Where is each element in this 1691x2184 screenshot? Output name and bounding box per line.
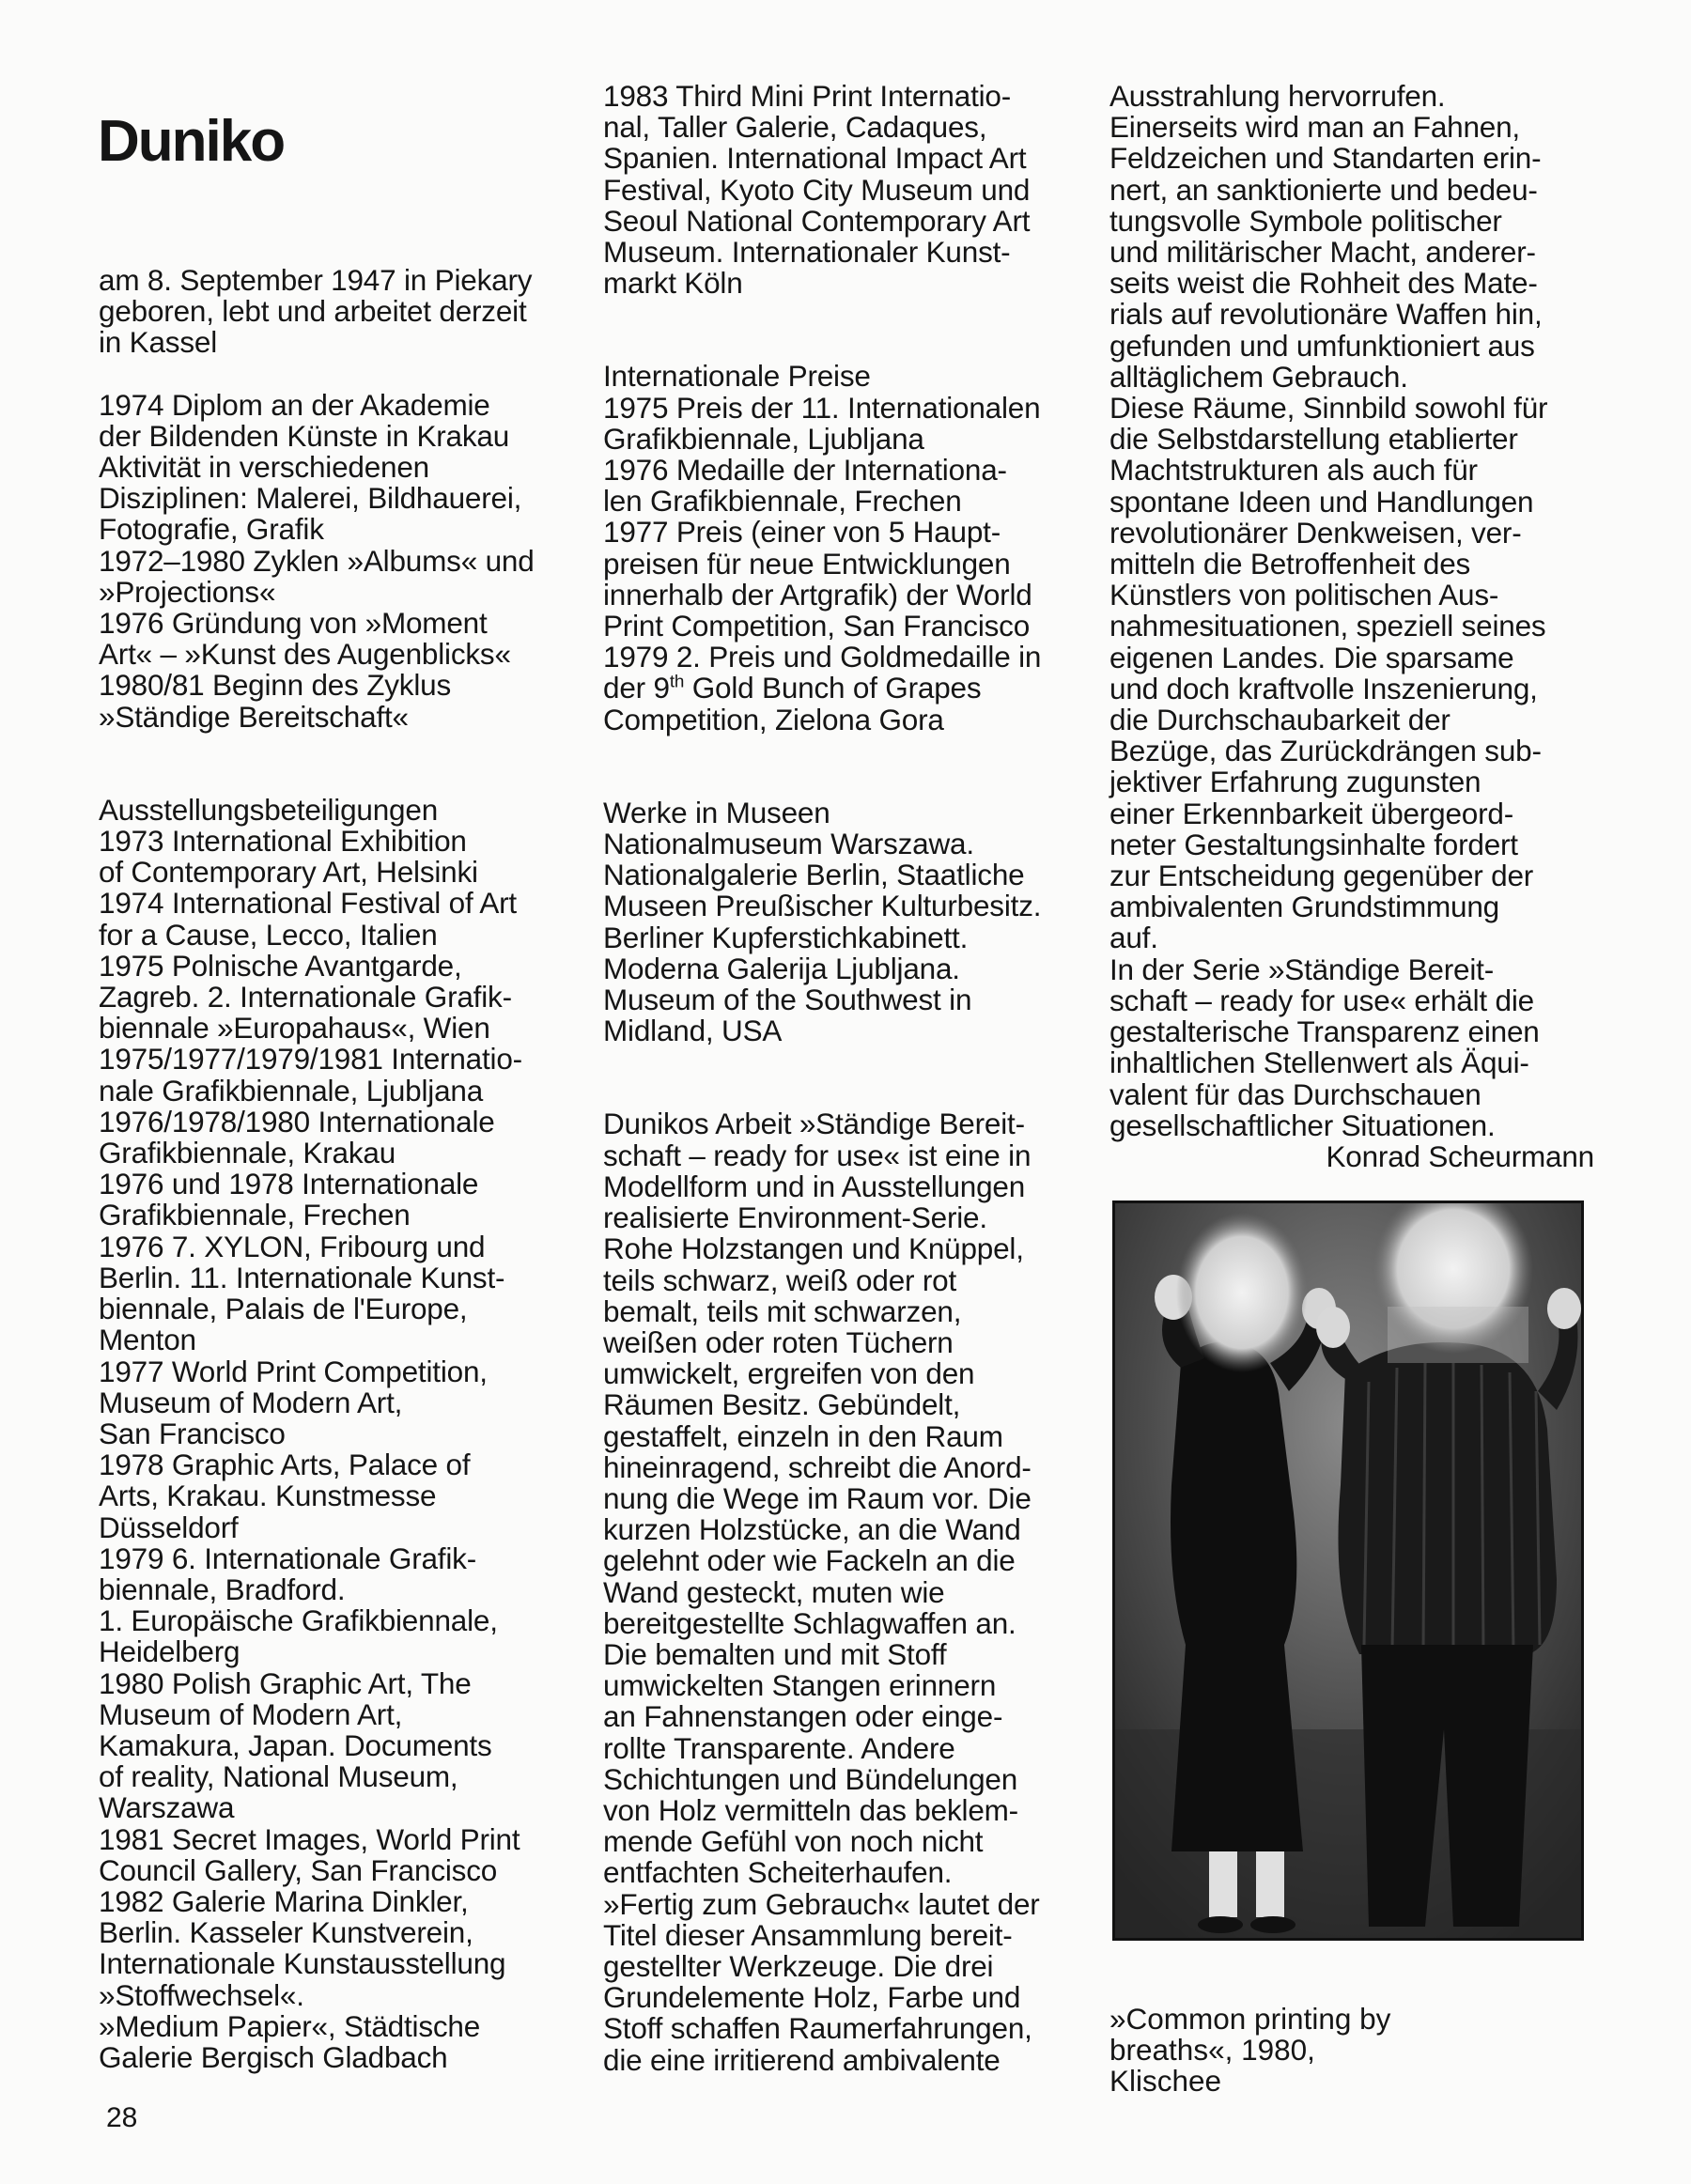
page-number: 28 xyxy=(106,2102,138,2133)
artwork-photo xyxy=(1112,1200,1584,1941)
exhibitions-list: 1973 International Exhibition of Contemporary Art, Helsinki 1974 International Festival of Art for a Cause, Lecco, Italien 1975 Polnische Avantgarde, Zagreb. 2. Internationale Grafik- biennale »Europahaus«, Wien 1975/1977/1979/1981 Internatio- nale Grafikbiennale, Ljubljana 1976/1978/1980 Internationale Grafikbiennale, Krakau 1976 und 1978 Internationale Grafikbiennale, Frechen 1976 7. XYLON, Fribourg und Berlin. 11. Internationale Kunst- biennale, Palais de l'Europe, Menton 1977 World Print Competition, Museum of Modern Art, San Francisco 1978 Graphic Arts, Palace of Arts, Krakau. Kunstmesse Düsseldorf 1979 6. Internationale Grafik- biennale, Bradford. 1. Europäische Grafikbiennale, Heidelberg 1980 Polish Graphic Art, The Museum of Modern Art, Kamakura, Japan. Documents of reality, National Museum, Warszawa 1981 Secret Images, World Print Council Gallery, San Francisco 1982 Galerie Marina Dinkler, Berlin. Kasseler Kunstverein, Internationale Kunstausstellung »Stoffwechsel«. »Medium Papier«, Städtische Galerie Bergisch Gladbach xyxy=(99,824,522,2074)
museums-list: Nationalmuseum Warszawa. Nationalgalerie Berlin, Staatliche Museen Preußischer Kulturbesitz. Berliner Kupferstichkabinett. Moderna Galerija Ljubljana. Museum of the Southwest in Midland, USA xyxy=(603,827,1042,1048)
essay-part-1: Dunikos Arbeit »Ständige Bereit- schaft – ready for use« ist eine in Modellform und in Ausstellungen realisierte Environment-Serie. Rohe Holzstangen und Knüppel, teils schwarz, weiß oder rot bemalt, teils mit schwarzen, weißen oder roten Tüchern umwickelt, ergreifen von den Räumen Besitz. Gebündelt, gestaffelt, einzeln in den Raum hineinragend, schreibt die Anord- nung die Wege im Raum vor. Die kurzen Holzstücke, an die Wand gelehnt oder wie Fackeln an die Wand gesteckt, muten wie bereitgestellte Schlagwaffen an. Die bemalten und mit Stoff umwickelten Stangen erinnern an Fahnenstangen oder einge- rollte Transparente. Andere Schichtungen und Bündelungen von Holz vermitteln das beklem- mende Gefühl von noch nicht entfachten Scheiterhaufen. »Fertig zum Gebrauch« lautet der Titel dieser Ansammlung bereit- gestellter Werkzeuge. Die drei Grundelemente Holz, Farbe und Stoff schaffen Raumerfahrungen, die eine irritierend ambivalente xyxy=(603,1107,1040,2077)
photo-caption: »Common printing by breaths«, 1980, Klischee xyxy=(1109,2001,1391,2098)
prizes-list-end xyxy=(603,673,1092,735)
column-right xyxy=(1109,81,1598,1172)
essay-author: Konrad Scheurmann xyxy=(1326,1138,1594,1173)
essay-part-2: Ausstrahlung hervorrufen. Einerseits wird man an Fahnen, Feldzeichen und Standarten erin- nert, an sanktionierte und bedeu- tungsvolle Symbole politischer und militärischer Macht, anderer- seits weist die Rohheit des Mate- rials auf revolutionäre Waffen hin, gefunden und umfunktioniert aus alltäglichem Gebrauch. Diese Räume, Sinnbild sowohl für die Selbstdarstellung etablierter Machtstrukturen als auch für spontane Ideen und Handlungen revolutionärer Denkweisen, ver- mitteln die Betroffenheit des Künstlers von politischen Aus- nahmesituationen, speziell seines eigenen Landes. Die sparsame und doch kraftvolle Inszenierung, die Durchschaubarkeit der Bezüge, das Zurückdrängen sub- jektiver Erfahrung zugunsten einer Erkennbarkeit übergeord- neter Gestaltungsinhalte fordert zur Entscheidung gegenüber der ambivalenten Grundstimmung auf. In der Serie »Ständige Bereit- schaft – ready for use« erhält die gestalterische Transparenz einen inhaltlichen Stellenwert als Äqui- valent für das Durchschauen gesellschaftlicher Situationen. xyxy=(1109,79,1548,1142)
photo-illustration xyxy=(1115,1203,1581,1938)
column-left xyxy=(99,265,587,2073)
prizes-heading: Internationale Preise xyxy=(603,359,871,394)
page-title: Duniko xyxy=(98,108,285,174)
prizes-superscript: th xyxy=(669,672,685,692)
exhibitions-continued: 1983 Third Mini Print Internatio- nal, Taller Galerie, Cadaques, Spanien. International Impact Art Festival, Kyoto City Museum und Seoul National Contemporary Art Museum. Internationaler Kunst- markt Köln xyxy=(603,79,1031,301)
prizes-end-before-sup: der 9 xyxy=(603,671,670,705)
biography: 1974 Diplom an der Akademie der Bildenden Künste in Krakau Aktivität in verschiedenen Disziplinen: Malerei, Bildhauerei, Fotografie, Grafik 1972–1980 Zyklen »Albums« und »Projections« 1976 Gründung von »Moment Art« – »Kunst des Augenblicks« 1980/81 Beginn des Zyklus »Ständige Bereitschaft« xyxy=(99,387,535,734)
prizes-list: 1975 Preis der 11. Internationalen Grafikbiennale, Ljubljana 1976 Medaille der Internationa- len Grafikbiennale, Frechen 1977 Preis (einer von 5 Haupt- preisen für neue Entwicklungen innerhalb der Artgrafik) der World Print Competition, San Francisco 1979 2. Preis und Goldmedaille in xyxy=(603,390,1042,674)
exhibitions-heading: Ausstellungsbeteiligungen xyxy=(99,792,439,827)
museums-heading: Werke in Museen xyxy=(603,795,830,829)
column-middle xyxy=(603,81,1092,2076)
birth-info: am 8. September 1947 in Piekary geboren, lebt und arbeitet derzeit in Kassel xyxy=(99,263,533,360)
prizes-end-after-sup: Gold Bunch of Grapes Competition, Zielona Gora xyxy=(603,671,982,736)
